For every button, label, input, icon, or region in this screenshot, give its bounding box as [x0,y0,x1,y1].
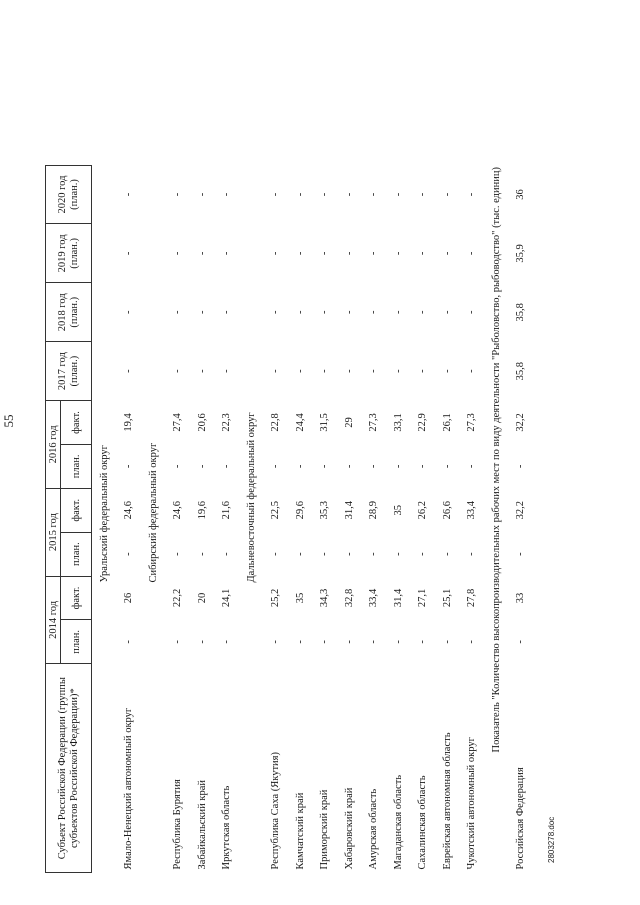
value-cell: 22,8 [270,413,282,432]
subheader-plan: план. [61,532,92,576]
value-cell: - [319,369,331,373]
value-cell: - [343,552,355,556]
value-cell: - [368,552,380,556]
value-cell: - [123,251,135,256]
table-row [215,165,240,872]
subheader-fact: факт. [61,488,92,532]
year-header-2014: 2014 год [46,576,61,664]
value-cell: 24,1 [221,588,233,608]
value-cell: - [172,369,184,373]
value-cell: - [221,192,233,197]
value-cell: - [368,640,380,644]
value-cell: 34,3 [319,588,331,608]
value-cell: 31,4 [343,501,355,520]
region-name: Российская Федерация [515,767,527,870]
value-cell: - [343,369,355,373]
value-cell: - [392,552,404,556]
value-cell: - [343,192,355,197]
value-cell: - [123,192,135,197]
value-cell: - [294,192,306,197]
value-cell: - [221,464,233,469]
value-cell: 31,4 [392,588,404,608]
value-cell: - [172,552,184,556]
table-row [411,165,436,872]
value-cell: - [417,310,429,315]
value-cell: 19,6 [196,501,208,520]
value-cell: - [515,640,527,644]
value-cell: - [392,251,404,256]
value-cell: - [172,310,184,315]
value-cell: 26,1 [441,413,453,432]
table-row [337,165,362,872]
value-cell: - [417,369,429,373]
value-cell: 27,3 [368,413,380,432]
value-cell: - [392,310,404,315]
value-cell: 21,6 [221,501,233,520]
value-cell: - [515,464,527,469]
value-cell: - [466,464,478,469]
value-cell: 24,6 [123,501,135,520]
value-cell: 32,2 [515,501,527,520]
value-cell: - [294,310,306,315]
value-cell: - [368,369,380,373]
value-cell: 19,4 [123,413,135,432]
region-name: Ямало-Ненецкий автономный округ [123,707,135,870]
value-cell: 22,9 [417,413,429,432]
value-cell: - [441,251,453,256]
page-number: 55 [1,414,16,428]
table-row [190,165,215,872]
subheader-plan: план. [61,620,92,664]
region-name: Амурская область [368,788,380,870]
value-cell: - [221,369,233,373]
table-row [386,165,411,872]
region-name: Чукотский автономный округ [466,737,478,870]
value-cell: - [270,640,282,644]
value-cell: - [196,310,208,315]
value-cell: 27,1 [417,588,429,608]
value-cell: - [221,310,233,315]
value-cell: - [368,251,380,256]
value-cell: - [294,552,306,556]
value-cell: - [466,552,478,556]
value-cell: - [319,310,331,315]
plan-header-2019: 2019 год (план.) [46,224,92,283]
value-cell: 33,4 [466,501,478,520]
value-cell: - [294,464,306,469]
value-cell: - [368,464,380,469]
value-cell: - [319,552,331,556]
value-cell: 24,6 [172,501,184,520]
plan-header-2018: 2018 год (план.) [46,283,92,342]
value-cell: - [319,192,331,197]
value-cell: - [221,251,233,256]
table-row [117,165,142,872]
region-name: Забайкальский край [196,779,208,870]
section-heading: Уральский федеральный округ [98,445,110,583]
value-cell: 22,2 [172,588,184,608]
value-cell: - [515,552,527,556]
value-cell: 35,9 [515,244,527,263]
value-cell: 26,6 [441,501,453,520]
value-cell: - [294,640,306,644]
plan-header-2017: 2017 год (план.) [46,342,92,401]
value-cell: 26,2 [417,501,429,520]
value-cell: - [221,640,233,644]
value-cell: - [392,640,404,644]
value-cell: 35,8 [515,303,527,322]
region-name: Приморский край [319,789,331,870]
value-cell: 29 [343,417,355,428]
table-row [435,165,460,872]
value-cell: 24,4 [294,413,306,432]
value-cell: - [441,464,453,469]
table-row [288,165,313,872]
value-cell: - [343,310,355,315]
plan-header-2020: 2020 год (план.) [46,165,92,224]
table-row [460,165,485,872]
document-code: 2803278.doc [547,816,556,863]
value-cell: 36 [515,189,527,200]
value-cell: - [441,192,453,197]
section-heading: Дальневосточный федеральный округ [245,412,257,583]
region-name: Иркутская область [221,785,233,870]
value-cell: 27,4 [172,413,184,432]
value-cell: - [270,369,282,373]
value-cell: - [123,464,135,469]
value-cell: - [441,640,453,644]
value-cell: - [319,464,331,469]
data-table [45,165,533,873]
value-cell: 22,5 [270,501,282,520]
value-cell: 35 [392,504,404,516]
value-cell: - [221,552,233,556]
value-cell: - [294,369,306,373]
value-cell: - [270,251,282,256]
year-header-2016: 2016 год [46,401,61,489]
value-cell: - [392,369,404,373]
region-name: Магаданская область [392,774,404,870]
value-cell: - [123,310,135,315]
value-cell: 27,8 [466,588,478,608]
value-cell: - [441,552,453,556]
region-name: Республика Саха (Якутия) [270,752,282,870]
value-cell: 25,1 [441,588,453,608]
value-cell: - [319,251,331,256]
value-cell: 26 [123,592,135,604]
value-cell: - [196,192,208,197]
region-name: Камчатский край [294,792,306,870]
value-cell: 22,3 [221,413,233,432]
value-cell: - [343,640,355,644]
value-cell: 32,2 [515,413,527,432]
value-cell: - [466,369,478,373]
region-name: Хабаровский край [343,787,355,870]
value-cell: 32,8 [343,588,355,608]
value-cell: - [172,251,184,256]
value-cell: - [270,310,282,315]
region-name: Еврейская автономная область [441,732,453,870]
value-cell: - [441,310,453,315]
value-cell: - [466,640,478,644]
value-cell: - [270,192,282,197]
value-cell: - [123,640,135,644]
value-cell: - [123,552,135,556]
region-name: Республика Бурятия [172,779,184,870]
region-name: Сахалинская область [417,775,429,870]
value-cell: - [417,192,429,197]
value-cell: 35 [294,592,306,604]
value-cell: 29,6 [294,501,306,520]
table-row [509,165,534,872]
value-cell: 20,6 [196,413,208,432]
value-cell: - [196,552,208,556]
value-cell: - [196,640,208,644]
value-cell: 28,9 [368,501,380,520]
value-cell: - [392,192,404,197]
value-cell: - [343,251,355,256]
value-cell: - [196,464,208,469]
subheader-fact: факт. [61,576,92,620]
value-cell: 25,2 [270,588,282,608]
year-header-2015: 2015 год [46,488,61,576]
value-cell: - [417,640,429,644]
subheader-fact: факт. [61,401,92,445]
table-row [362,165,387,872]
value-cell: 33,4 [368,588,380,608]
value-cell: 35,3 [319,501,331,520]
value-cell: - [172,192,184,197]
value-cell: - [196,251,208,256]
value-cell: - [417,552,429,556]
value-cell: - [466,192,478,197]
value-cell: - [368,192,380,197]
table-row [264,165,289,872]
table-row [166,165,191,872]
value-cell: 35,8 [515,361,527,381]
value-cell: 31,5 [319,413,331,432]
rotated-page [1,28,556,873]
value-cell: - [172,464,184,469]
value-cell: - [368,310,380,315]
value-cell: - [123,369,135,373]
value-cell: - [417,464,429,469]
table-row [313,165,338,872]
value-cell: - [343,464,355,469]
value-cell: - [270,552,282,556]
value-cell: - [319,640,331,644]
value-cell: - [172,640,184,644]
value-cell: - [392,464,404,469]
section-heading: Сибирский федеральный округ [147,442,159,583]
value-cell: - [270,464,282,469]
value-cell: - [466,310,478,315]
region-column-header: Субъект Российской Федерации (группы субъектов Российской Федерации)* [46,664,92,873]
value-cell: - [466,251,478,256]
value-cell: 33 [515,592,527,604]
indicator-heading: Показатель "Количество высокопроизводительных рабочих мест по виду деятельности "Рыболовство, рыбоводство" (тыс. единиц) [490,167,502,753]
subheader-plan: план. [61,444,92,488]
value-cell: 20 [196,592,208,604]
value-cell: - [417,251,429,256]
value-cell: 27,3 [466,413,478,432]
value-cell: - [294,251,306,256]
value-cell: 33,1 [392,413,404,432]
value-cell: - [441,369,453,373]
value-cell: - [196,369,208,373]
